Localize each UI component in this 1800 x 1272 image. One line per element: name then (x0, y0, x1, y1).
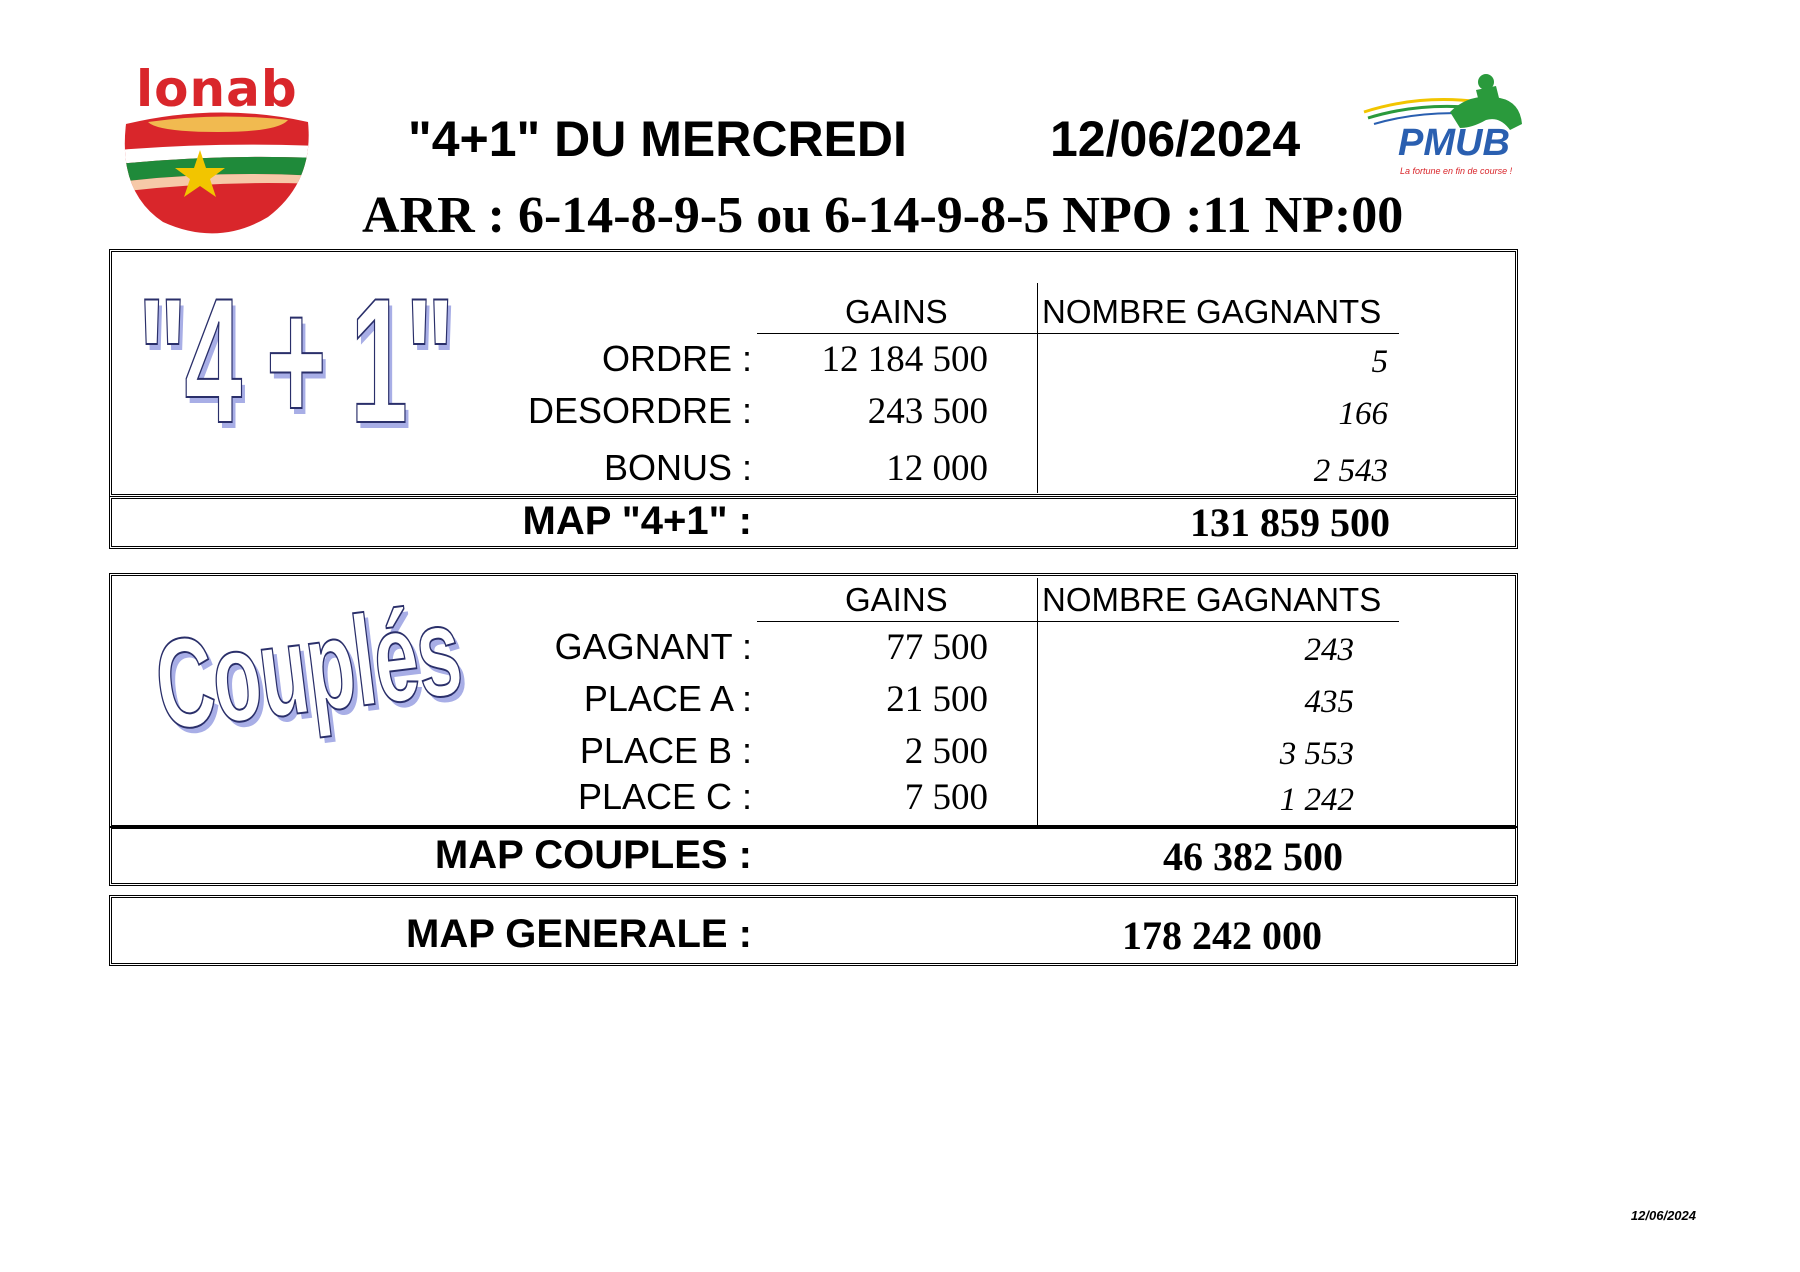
pmub-tagline: La fortune en fin de course ! (1400, 166, 1513, 176)
col-header-gains: GAINS (845, 581, 948, 618)
map-general-label: MAP GENERALE : (406, 912, 752, 956)
lonab-logo (118, 60, 318, 242)
art-title-couples: Couplés (148, 578, 468, 758)
col-header-gains: GAINS (845, 293, 948, 330)
lonab-wordmark: lonab (136, 60, 298, 118)
header-underline (757, 333, 1399, 334)
row-label: PLACE A : (583, 678, 752, 719)
row-gain: 21 500 (886, 679, 988, 720)
row-label: ORDRE : (601, 338, 752, 379)
row-gain: 7 500 (904, 777, 988, 818)
pmub-logo (1360, 72, 1532, 184)
row-winners: 3 553 (1279, 736, 1354, 772)
row-gain: 12 184 500 (821, 339, 988, 380)
row-label: DESORDRE : (527, 390, 752, 431)
page-date: 12/06/2024 (1050, 111, 1301, 167)
row-gain: 12 000 (886, 448, 988, 489)
map-couples-label: MAP COUPLES : (434, 833, 752, 877)
col-divider (1037, 578, 1038, 825)
header-underline (757, 621, 1399, 622)
page-title: "4+1" DU MERCREDI (408, 111, 907, 167)
pmub-wordmark: PMUB (1398, 122, 1510, 164)
col-header-winners: NOMBRE GAGNANTS (1042, 581, 1382, 618)
col-divider (1037, 283, 1038, 493)
row-winners: 435 (1304, 684, 1354, 720)
row-label: BONUS : (603, 447, 752, 488)
map-4plus1-label: MAP "4+1" : (522, 499, 752, 543)
row-winners: 243 (1304, 632, 1354, 668)
row-label: PLACE C : (577, 776, 752, 817)
row-label: GAGNANT : (554, 626, 752, 667)
arrival-result: ARR : 6-14-8-9-5 ou 6-14-9-8-5 NPO :11 NP:00 (362, 187, 1404, 244)
row-winners: 1 242 (1279, 782, 1354, 818)
col-header-winners: NOMBRE GAGNANTS (1042, 293, 1382, 330)
row-gain: 243 500 (867, 391, 988, 432)
art-title-4plus1: "4 + 1" (138, 261, 453, 460)
map-4plus1-value: 131 859 500 (1190, 500, 1390, 545)
row-winners: 2 543 (1313, 453, 1388, 489)
row-winners: 5 (1371, 344, 1388, 380)
row-gain: 2 500 (904, 731, 988, 772)
map-couples-value: 46 382 500 (1163, 834, 1343, 879)
row-winners: 166 (1338, 396, 1388, 432)
row-gain: 77 500 (886, 627, 988, 668)
map-general-value: 178 242 000 (1122, 913, 1322, 958)
footer-date: 12/06/2024 (1630, 1208, 1696, 1223)
row-label: PLACE B : (579, 730, 752, 771)
